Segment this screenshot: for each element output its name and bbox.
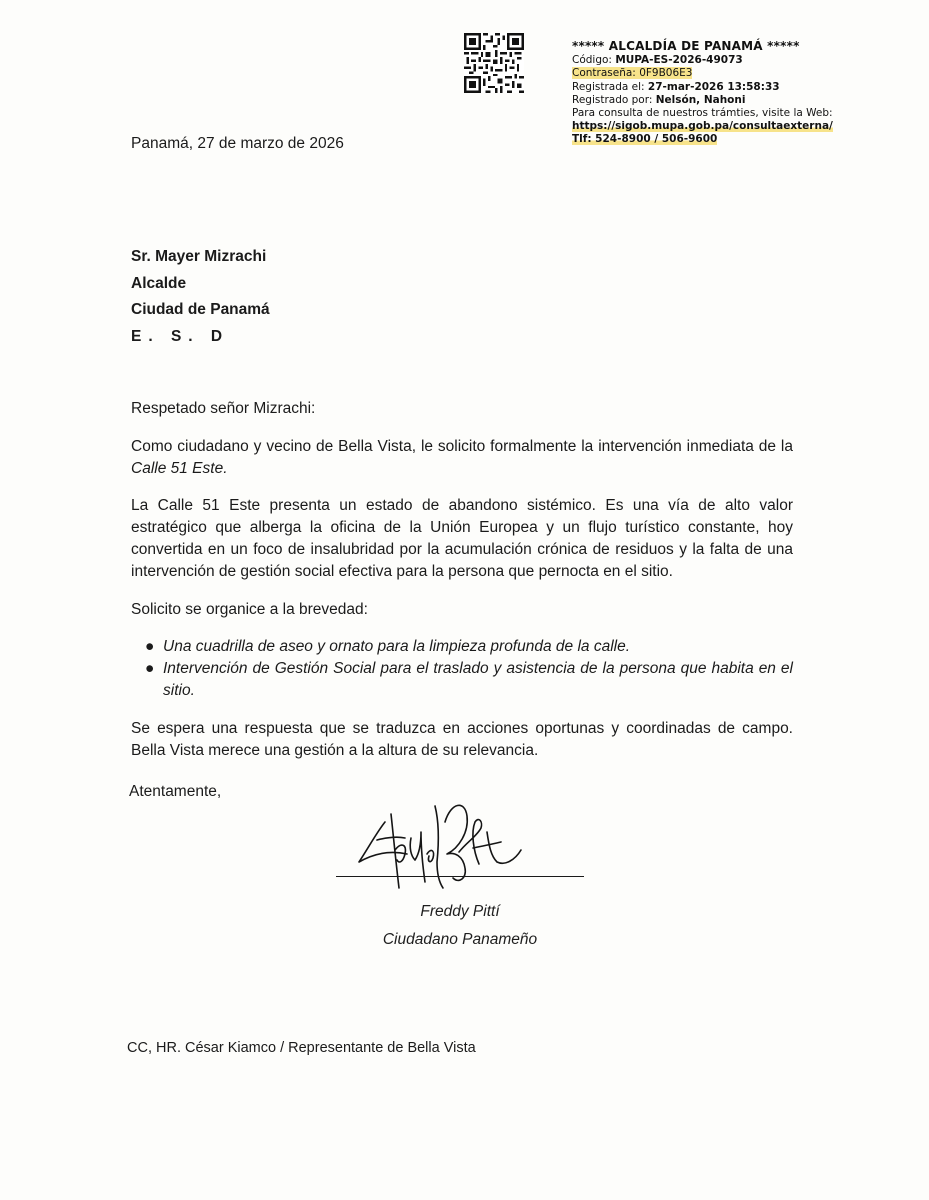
paragraph-1-text: Como ciudadano y vecino de Bella Vista, le solicito formalmente la intervención inmediata de la: [131, 438, 793, 455]
signer-name: Freddy Pittí: [420, 903, 500, 920]
paragraph-1: [131, 436, 793, 480]
stamp-codigo-value: MUPA-ES-2026-49073: [615, 54, 743, 67]
paragraph-4: Se espera una respuesta que se traduzca en acciones oportunas y coordinadas de campo. Bella Vista merece una gestión a la altura de su relevancia.: [131, 720, 793, 759]
list-item-text: Una cuadrilla de aseo y ornato para la limpieza profunda de la calle.: [163, 638, 631, 655]
registration-stamp: [572, 40, 872, 147]
paragraph-3: Solicito se organice a la brevedad:: [131, 601, 368, 618]
stamp-url-link[interactable]: https://sigob.mupa.gob.pa/consultaexterna/: [572, 120, 833, 133]
stamp-codigo-label: Código:: [572, 54, 612, 67]
stamp-contrasena-row: [572, 67, 872, 80]
stamp-title: ***** ALCALDÍA DE PANAMÁ *****: [572, 39, 800, 53]
signer-title: Ciudadano Panameño: [382, 931, 538, 948]
closing: Atentamente,: [129, 783, 222, 800]
stamp-registrado-por-row: [572, 94, 872, 107]
stamp-registrada-value: 27-mar-2026 13:58:33: [647, 80, 780, 93]
stamp-registrada-label: Registrada el:: [572, 80, 645, 93]
list-item: [145, 658, 793, 702]
stamp-registrado-por-label: Registrado por:: [572, 93, 653, 106]
stamp-registrado-por-value: Nelsón, Nahoni: [655, 93, 746, 106]
recipient-esd: E. S. D: [131, 327, 230, 345]
request-list: [145, 636, 793, 702]
signature-line: [336, 876, 584, 877]
recipient-city: Ciudad de Panamá: [131, 301, 270, 318]
list-item-text: Intervención de Gestión Social para el traslado y asistencia de la persona que habita en el sitio.: [163, 660, 793, 699]
stamp-consulta-text: Para consulta de nuestros trámties, visite la Web:: [572, 107, 833, 120]
list-item: [145, 636, 793, 658]
stamp-codigo-row: [572, 54, 872, 67]
recipient-title: Alcalde: [131, 274, 187, 292]
stamp-contrasena-label: Contraseña:: [572, 67, 636, 80]
bullet-dot-icon: ●: [145, 638, 155, 655]
stamp-contrasena-value: 0F9B06E3: [639, 67, 693, 80]
cc-line: CC, HR. César Kiamco / Representante de Bella Vista: [127, 1040, 476, 1056]
letter-date: Panamá, 27 de marzo de 2026: [131, 135, 344, 152]
stamp-registrada-row: [572, 81, 872, 94]
paragraph-2: La Calle 51 Este presenta un estado de abandono sistémico. Es una vía de alto valor estratégico que alberga la oficina de la Unión Europea y un flujo turístico constante, hoy convertida en un foco de insalubridad por la acumulación crónica de residuos y la falta de una intervención de gestión social efectiva para la persona que pernocta en el sitio.: [131, 497, 793, 580]
paragraph-1-emphasis: Calle 51 Este.: [131, 460, 228, 477]
recipient-name: Sr. Mayer Mizrachi: [131, 248, 267, 265]
qr-code-icon: [464, 33, 524, 93]
bullet-dot-icon: ●: [145, 660, 155, 677]
handwritten-signature: [355, 792, 540, 902]
greeting: Respetado señor Mizrachi:: [131, 400, 316, 417]
recipient-block: [131, 244, 270, 350]
stamp-telefono: Tlf: 524-8900 / 506-9600: [572, 133, 718, 146]
